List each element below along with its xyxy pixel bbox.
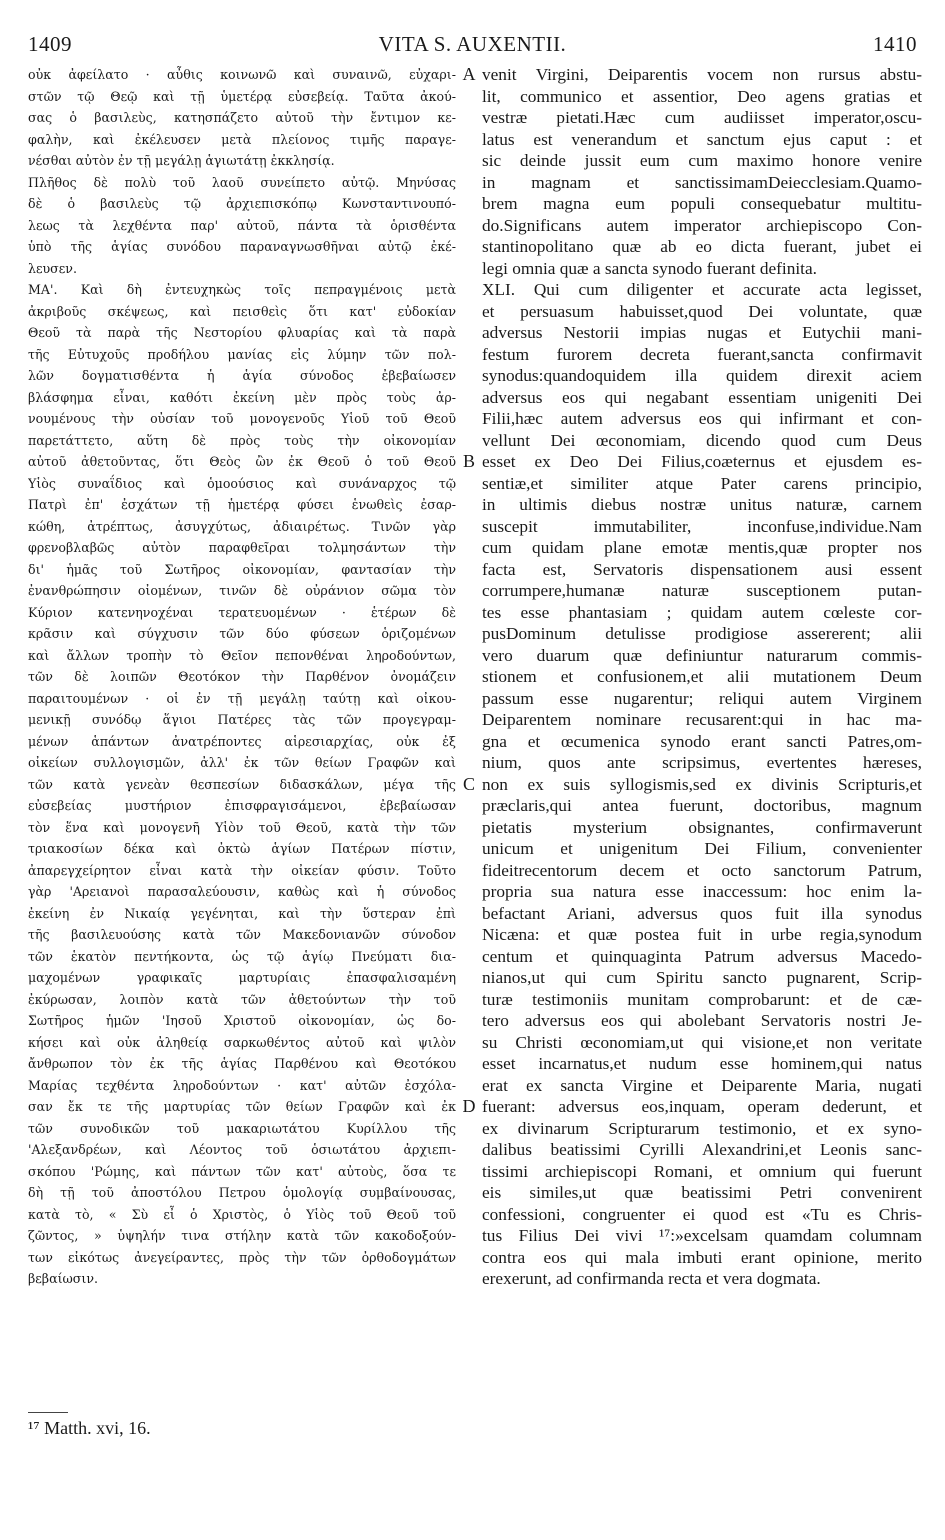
greek-text-line: Θεοῦ τὰ παρὰ τῆς Νεστορίου φλυαρίας καὶ τὰ παρὰ	[28, 325, 456, 340]
greek-text-line: φαλὴν, καὶ ἐκέλευσεν μετὰ πλείονος τιμῆς παραγε-	[28, 131, 456, 147]
greek-text-line: ἐνανθρώπησιν οἰομένων, τινῶν δὲ οὐράνιον σῶμα τὸν	[28, 583, 456, 598]
latin-text-line: lit, communico et assentior, Deo agens gratias et	[482, 86, 922, 106]
greek-text-line: Μαρίας τεχθέντα ληροδούντων · κατ' αὐτῶν ἐσχόλα-	[28, 1077, 456, 1093]
greek-text-line: δὲ ὁ βασιλεὺς τῷ ἀρχιεπισκόπῳ Κωνσταντινουπό-	[28, 196, 456, 211]
latin-text-line: fideitrecentorum decem et octo sanctorum Patrum,	[482, 860, 922, 880]
greek-text-line: Πλῆθος δὲ πολὺ τοῦ λαοῦ συνείπετο αὐτῷ. Μηνύσας	[28, 174, 456, 190]
latin-text-line: passum esse nugarentur; reliqui autem Virginem	[482, 688, 922, 708]
latin-text-line: turæ testimoniis munitam comprobarunt: et de cæ-	[482, 989, 922, 1009]
latin-text-line: in ultimis diebus nostræ unitus naturæ, carnem	[482, 495, 922, 514]
latin-text-line: latus est venerandum et sanctum ejus caput : et	[482, 129, 922, 149]
latin-text-line: confessioni, congruenter ei quod est «Tu es Chris-	[482, 1204, 922, 1224]
greek-text-line: σαν ἔκ τε τῆς μαρτυρίας τῶν θείων Γραφῶν καὶ ἐκ	[28, 1099, 456, 1114]
latin-text-line: gna et œcumenica synodo erant sancti Patres,om-	[482, 731, 922, 751]
latin-text-line: sic deinde jussit eum cum maximo honore venire	[482, 151, 922, 170]
latin-text-line: festum furorem decreta fuerant,sancta confirmavit	[482, 344, 922, 364]
greek-text-line: στῶν τῷ Θεῷ καὶ τῇ ὑμετέρᾳ εὐσεβείᾳ. Ταῦτα ἀκού-	[28, 88, 456, 104]
greek-text-line: αὐτοῦ ἀθετοῦντας, ὅτι Θεὸς ὢν ἐκ Θεοῦ ὁ τοῦ Θεοῦ	[28, 454, 456, 469]
greek-text-line: παρετάττετο, αὕτη δὲ πρὸς τοὺς τὴν οἰκονομίαν	[28, 432, 456, 448]
footnote: ¹⁷ Matth. xvi, 16.	[28, 1418, 151, 1438]
latin-text-line: legi omnia quæ a sancta synodo fuerant definita.	[482, 258, 817, 278]
latin-text-line: tes esse phantasiam ; quidam autem cœleste cor-	[482, 602, 922, 622]
margin-marker: C	[462, 773, 475, 794]
greek-text-line: ἀπαρεγχείρητον εἶναι κατὰ τὴν οἰκείαν φύσιν. Τοῦτο	[28, 862, 456, 878]
latin-text-line: venit Virgini, Deiparentis vocem non rursus abstu-	[482, 65, 922, 84]
footnote-rule	[28, 1412, 68, 1413]
greek-text-line: οἰκείων συλλογισμῶν, ἀλλ' ἐκ τῶν θείων Γραφῶν καὶ	[28, 755, 456, 770]
latin-text-line: vellunt Dei œconomiam, dicendo quod cum Deus	[482, 430, 922, 450]
greek-text-line: σας ὁ βασιλεὺς, κατησπάζετο αὐτοῦ τὴν ἔντιμον κε-	[28, 110, 456, 125]
greek-text-line: κρᾶσιν καὶ σύγχυσιν τῶν δύο φύσεων ὁριζομένων	[28, 626, 456, 641]
latin-text-line: sentiæ,et similiter atque Pater carens principio,	[482, 473, 922, 493]
latin-text-line: stionem et confusionem,et alii mutationem Deum	[482, 667, 922, 686]
latin-text-line: synodus:quandoquidem illa quidem direxit aciem	[482, 366, 922, 385]
greek-text-line: δὴ τῇ τοῦ ἀποστόλου Πετρου ὁμολογίᾳ συμβαίνουσας,	[28, 1185, 456, 1200]
greek-text-line: ἐκείνη ἐν Νικαίᾳ γεγένηται, καὶ τὴν ὕστεραν ἐπὶ	[28, 905, 456, 921]
greek-text-line: κατὰ τὸ, « Σὺ εἶ ὁ Χριστὸς, ὁ Υἱὸς τοῦ Θεοῦ τοῦ	[28, 1206, 456, 1222]
latin-text-line: nium, quos ante scripsimus, evertentes hæreses,	[482, 753, 922, 772]
latin-text-line: tero adversus eos qui abolebant Servatoris nostri Je-	[482, 1011, 922, 1030]
greek-text-line: ὑπὸ τῆς ἁγίας συνόδου παραναγνωσθῆναι αὐτῷ ἐκέ-	[28, 239, 456, 254]
latin-text-line: fuerant: adversus eos,inquam, operam dederunt, et	[482, 1097, 922, 1116]
latin-text-line: non ex suis syllogismis,sed ex divinis Scripturis,et	[482, 774, 922, 794]
greek-text-line: ἐκύρωσαν, λοιπὸν κατὰ τῶν ἀθετούντων τὴν τοῦ	[28, 991, 456, 1007]
latin-text-line: do.Significans autem imperator archiepiscopo Con-	[482, 215, 922, 235]
latin-text-line: su Christi œconomiam,ut qui visione,et non veritate	[482, 1032, 922, 1052]
greek-text-line: ἄνθρωπον τὸν ἐκ τῆς ἁγίας Παρθένου καὶ Θεοτόκου	[28, 1056, 456, 1071]
latin-text-line: pusDominum detulisse prodigiose assererent; alii	[482, 624, 922, 643]
greek-text-line: Κύριον κατενηνοχέναι τερατευομένων · ἑτέρων δὲ	[28, 604, 456, 620]
page-number-left: 1409	[28, 32, 72, 56]
latin-text-line: stantinopolitano quæ ab eo dicta fuerant, jubet ei	[482, 237, 922, 256]
latin-text-line: propria sua natura esse inaccessum: hoc enim la-	[482, 882, 922, 901]
greek-text-line: τριακοσίων δέκα καὶ ὀκτὼ ἁγίων Πατέρων πίστιν,	[28, 841, 456, 856]
page-number-right: 1410	[873, 32, 917, 56]
latin-text-line: esset ex Deo Dei Filius,coæternus et ejusdem es-	[482, 452, 922, 471]
greek-text-line: τὸν ἕνα καὶ μονογενῆ Υἱὸν τοῦ Θεοῦ, κατὰ τὴν τῶν	[28, 819, 456, 835]
latin-text-line: esset incarnatus,et nudum esse hominem,qui natus	[482, 1054, 922, 1073]
latin-text-line: erexerunt, ad confirmanda recta et vera dogmata.	[482, 1269, 821, 1288]
latin-text-line: pietatis mysterium obsignantes, confirmaverunt	[482, 817, 922, 837]
greek-text-line: Υἱὸς συναΐδιος καὶ ὁμοούσιος καὶ συνάναρχος τῷ	[28, 475, 456, 491]
greek-text-line: βεβαίωσιν.	[28, 1271, 98, 1286]
greek-text-line: σκόπου 'Ρώμης, καὶ πάντων τῶν κατ' αὐτοὺς, ὅσα τε	[28, 1163, 456, 1179]
latin-text-line: brem magna eum populi consequebatur multitu-	[482, 194, 922, 213]
latin-text-line: dalibus beatissimi Cyrilli Alexandrini,et Leonis sanc-	[482, 1140, 922, 1159]
latin-text-line: befactant Ariani, adversus quos fuit illa synodus	[482, 903, 922, 923]
greek-text-line: ΜΑ'. Καὶ δὴ ἐντευχηκὼς τοῖς πεπραγμένοις μετὰ	[28, 282, 456, 297]
margin-marker: A	[462, 64, 476, 84]
latin-text-line: corrumpere,humanæ naturæ susceptionem putan-	[482, 581, 922, 600]
latin-text-line: Deiparentem nominare recusarent:qui in hac ma-	[482, 710, 922, 729]
latin-text-line: vero duarum quæ definiuntur naturarum commis-	[482, 645, 922, 665]
latin-text-line: præclaris,qui antea fuerunt, doctoribus, magnum	[482, 796, 922, 815]
greek-text-line: τῶν κατὰ γενεὰν θεσπεσίων διδασκάλων, μέγα τῆς	[28, 776, 456, 792]
latin-text-line: erat ex sancta Virgine et Deiparente Maria, nugati	[482, 1075, 922, 1095]
greek-text-line: κήσει καὶ οὐκ ἀληθείᾳ σαρκωθέντος αὐτοῦ καὶ ψιλὸν	[28, 1034, 456, 1050]
latin-text-line: centum et quinquaginta Patrum adversus Macedo-	[482, 946, 922, 966]
latin-text-line: facta est, Servatoris dispensationem ausi essent	[482, 559, 922, 579]
latin-text-line: unicum et unigenitum Dei Filium, convenienter	[482, 839, 922, 858]
greek-text-line: μένων ἁπάντων ἀνατρέποντες αἱρεσιαρχίας, οὐκ ἐξ	[28, 733, 456, 749]
greek-text-line: τῆς βασιλευούσης κατὰ τῶν Μακεδονιανῶν σύνοδον	[28, 927, 456, 942]
latin-text-line: adversus eos qui negabant essentiam unigeniti Dei	[482, 387, 922, 407]
latin-text-line: tissimi archiepiscopi Romani, et omnium qui fuerunt	[482, 1161, 922, 1181]
greek-text-line: των εἰκότως ἀνεγείραντες, πρὸς τὴν τῶν ὀρθοδογμάτων	[28, 1249, 456, 1265]
latin-text-line: ex divinarum Scripturarum testimonio, et ex syno-	[482, 1118, 922, 1138]
greek-text-line: δι' ἡμᾶς τοῦ Σωτῆρος οἰκονομίαν, φαντασίαν τὴν	[28, 561, 456, 577]
greek-text-line: νέσθαι αὐτὸν ἐν τῇ μεγάλῃ ἁγιωτάτῃ ἐκκλησίᾳ.	[28, 153, 335, 168]
greek-text-line: Σωτῆρος ἡμῶν 'Ιησοῦ Χριστοῦ οἰκονομίαν, ὡς δο-	[28, 1013, 456, 1028]
greek-text-line: μαχομένων γραφικαῖς μαρτυρίαις ἐπασφαλισαμένη	[28, 970, 456, 985]
latin-text-line: adversus Nestorii impias nugas et Eutychii mani-	[482, 323, 922, 342]
latin-text-line: tus Filius Dei vivi ¹⁷:»excelsam quamdam columnam	[482, 1226, 922, 1245]
greek-text-line: τῆς Εὐτυχοῦς προδήλου μανίας εἰς λύμην τῶν πολ-	[28, 346, 456, 362]
latin-text-line: et persuasum habuisset,quod Dei voluntate, quæ	[482, 301, 922, 321]
greek-text-line: ἀκριβοῦς σκέψεως, καὶ πεισθεὶς ὅτι κατ' εὐδοκίαν	[28, 303, 456, 319]
greek-text-line: γὰρ 'Αρειανοὶ παρασαλεύουσιν, καθὼς καὶ ἡ σύνοδος	[28, 884, 456, 899]
greek-text-line: εὐσεβείας μυστήριον ἐπισφραγισάμενοι, ἐβεβαίωσαν	[28, 798, 456, 813]
latin-text-line: Nicæna: et quæ postea fuit in urbe regia,synodum	[482, 925, 922, 944]
greek-column	[28, 64, 456, 1290]
running-title: VITA S. AUXENTII.	[378, 32, 567, 56]
greek-text-line: βλάσφημα εἶναι, καθότι ἐκείνη μὲν πρὸς τοὺς ἀρ-	[28, 389, 456, 405]
latin-text-line: suscepit immutabiliter, inconfuse,individue.Nam	[482, 516, 922, 536]
greek-text-line: καὶ ἄλλων τροπὴν τὸ Θεῖον πεπονθέναι ληροδούντων,	[28, 647, 456, 663]
greek-text-line: λῶν δογματισθέντα ἡ ἁγία σύνοδος ἐβεβαίωσεν	[28, 368, 456, 383]
greek-text-line: παραιτουμένων · οἱ ἐν τῇ μεγάλῃ ταύτῃ καὶ οἰκου-	[28, 690, 456, 706]
margin-marker: D	[462, 1096, 476, 1116]
greek-text-line: ζῶντος, » ὑψηλήν τινα στήλην κατὰ τῶν κακοδοξούν-	[28, 1228, 456, 1243]
latin-text-line: eis similes,ut quæ beatissimi Petri convenirent	[482, 1183, 922, 1202]
greek-text-line: φρενοβλαβῶς αὐτὸν παραφθεῖραι τολμησάντων τὴν	[28, 540, 456, 555]
latin-text-line: cum quidam plane emotæ mentis,quæ propter nos	[482, 538, 922, 557]
latin-text-line: Filii,hæc autem adversus eos qui infirmant et con-	[482, 409, 922, 428]
greek-text-line: μενικῇ συνόδῳ ἅγιοι Πατέρες τὰς τῶν προγεγραμ-	[28, 712, 456, 727]
latin-text-line: nianos,ut qui cum Spiritu sancto pugnarent, Scrip-	[482, 968, 922, 987]
greek-text-line: κώθη, ἀτρέπτως, ἀσυγχύτως, ἀδιαιρέτως. Τινῶν γὰρ	[28, 518, 456, 534]
latin-text-line: in magnam et sanctissimamDeiecclesiam.Quamo-	[482, 172, 922, 192]
greek-text-line: τῶν δὲ λοιπῶν Θεοτόκον τὴν Παρθένον ὀνομάζειν	[28, 669, 456, 684]
greek-text-line: Πατρὶ ἐπ' ἐσχάτων τῇ ἡμετέρᾳ φύσει ἑνωθεὶς ἐσαρ-	[28, 497, 456, 512]
running-header	[0, 32, 945, 62]
greek-text-line: οὐκ ἀφείλατο · αὖθις κοινωνῶ καὶ συναινῶ, εὐχαρι-	[28, 67, 456, 82]
greek-text-line: λεως τὰ λεχθέντα παρ' αὐτοῦ, πάντα τὰ ὁρισθέντα	[28, 217, 456, 233]
greek-text-line: λευσεν.	[28, 260, 77, 276]
latin-text-line: contra eos qui mala imbuti erant opinione, merito	[482, 1247, 922, 1267]
greek-text-line: 'Αλεξανδρέων, καὶ Λέοντος τοῦ ὁσιωτάτου ἀρχιεπι-	[28, 1142, 456, 1157]
latin-text-line: vestræ pietati.Hæc cum audiisset imperator,oscu-	[482, 108, 922, 127]
latin-column	[482, 64, 922, 1290]
latin-text-line: XLI. Qui cum diligenter et accurate acta legisset,	[482, 280, 922, 299]
margin-marker: B	[462, 451, 475, 471]
greek-text-line: τῶν συνοδικῶν τοῦ μακαριωτάτου Κυρίλλου τῆς	[28, 1120, 456, 1136]
greek-text-line: τῶν ἑκατὸν πεντήκοντα, ὡς τῷ ἁγίῳ Πνεύματι δια-	[28, 948, 456, 964]
greek-text-line: νουμένους τὴν οὐσίαν τοῦ μονογενοῦς Υἱοῦ τοῦ Θεοῦ	[28, 411, 456, 426]
